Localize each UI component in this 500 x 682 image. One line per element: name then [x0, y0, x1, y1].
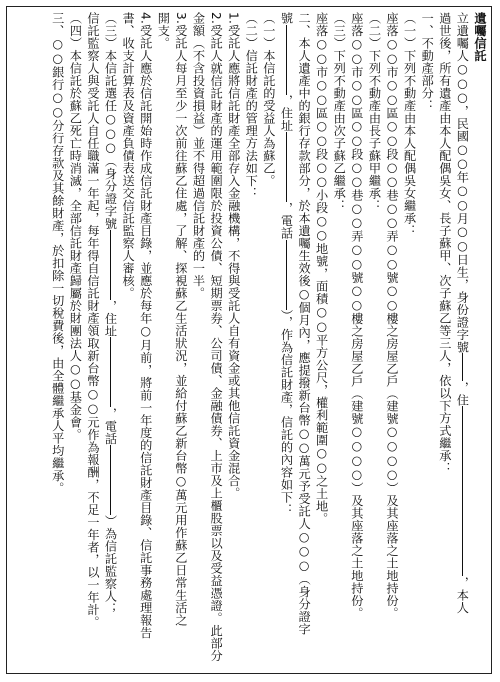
item-spouse-detail: 座落○○市○○區○○段○○巷○○弄○○號○○樓之房屋乙戶（建號○○○○）及其座落之土地持份。: [385, 12, 400, 620]
blank-trustee-phone: [286, 240, 287, 310]
line-heirs: 過世後，所有遺產由本人配偶吳女、長子蘇甲、次子蘇乙等三人，依以下方式繼承：: [437, 12, 452, 475]
trust-rule-4: 4.受託人應於信託開始時作成信託財產目錄，並應於每年○月前，將前一年度的信託財產目錄、信託事務處理報告: [138, 12, 153, 639]
blank-address: [462, 406, 463, 576]
trust-rule-3: 3.受託人每月至少一次前往蘇乙住處，了解、探視蘇乙生活狀況，並給付蘇乙新台幣○萬元用作蘇乙日常生活之: [173, 12, 188, 627]
section-remaining-assets: 三、○○銀行○○分行存款及其餘財產，於扣除一切稅費後，由全體繼承人平均繼承。: [50, 12, 65, 495]
blank-trustee-id: [286, 25, 287, 95]
blank-id: [462, 353, 463, 381]
trust-rule-2: 2.受託人就信託財產的運用範圍限於投資公債、短期票券、公司債、金融債券、上市及上櫃股票以及受益憑證。此部分: [209, 12, 224, 662]
trust-supervisor: （三）本信託選任○○○（身分證字號，住址，電話）為信託監察人；: [103, 12, 118, 615]
trust-rule-1: 1.受託人應將信託財產全部存入金融機構，不得與受託人自有資金或其他信託資金混合。: [226, 12, 241, 500]
blank-supervisor-address: [110, 337, 111, 407]
item-son-a-detail: 座落○○市○○區○○段○○巷○○弄○○號○○樓之房屋乙戶（建號○○○○）及其座落之土地持份。: [349, 12, 364, 620]
trust-supervisor-fee: 信託監察人與受託人自任職滿一年起，每年得自信託財產領取新台幣○○元作為報酬，不足一年者，以一年計。: [85, 12, 100, 629]
blank-supervisor-phone: [110, 445, 111, 515]
trust-rule-4-cont: 書、收支計算表及資產負債表送交信託監察人審核。: [121, 12, 136, 300]
section-real-estate: 一、不動產部分：: [420, 12, 435, 112]
trust-rule-2-cont: 金額（不含投資損益）並不得超過信託財產的一半。: [191, 12, 206, 300]
line-trustee-id: 號，住址，電話），作為信託財產，信託的內容如下：: [279, 12, 294, 516]
blank-trustee-address: [286, 132, 287, 202]
item-spouse: （一）下列不動產由本人配偶吳女繼承：: [402, 12, 417, 237]
item-son-b: （三）下列不動產由次子蘇乙繼承：: [332, 12, 347, 212]
blank-supervisor-id: [110, 230, 111, 300]
item-son-b-detail: 座落○○市○○區○○段○○小段○○地號，面積○○平方公尺，權利範圍○○之土地。: [314, 12, 329, 525]
item-son-a: （二）下列不動產由長子蘇甲繼承：: [367, 12, 382, 212]
trust-rule-3-cont: 開支。: [156, 12, 171, 50]
document-title: 遺囑信託: [473, 12, 487, 62]
trust-termination: （四）本信託於蘇乙死亡時消滅，全部信託財產歸屬於財團法人○○基金會。: [68, 12, 83, 441]
trust-management: （二）信託財產的管理方法如下：: [244, 12, 259, 200]
document-body: [14, 12, 488, 668]
trust-beneficiary: （一）本信託的受益人為蘇乙。: [261, 12, 276, 187]
line-principal: 立遺囑人○○○，民國○○年○○月○○日生，身份證字號，住，本人: [455, 12, 470, 614]
section-bank-trust: 二、本人遺產中的銀行存款部分，於本遺囑生效後○個月內，應提撥新台幣○○萬元予受託人○○○（身分證字: [297, 12, 312, 636]
